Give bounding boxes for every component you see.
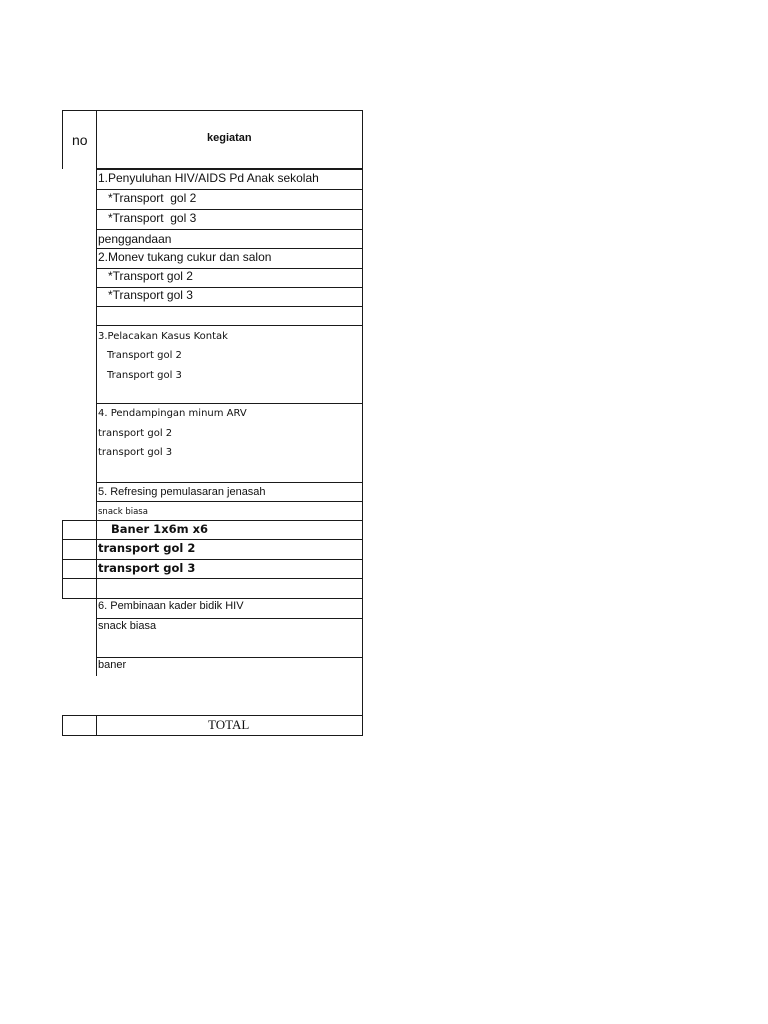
table-row: snack biasa bbox=[98, 620, 157, 632]
table-row: Transport gol 3 bbox=[107, 370, 182, 381]
table-row: transport gol 3 bbox=[98, 561, 196, 575]
table-row: *Transport gol 3 bbox=[108, 211, 197, 225]
row-divider bbox=[97, 209, 363, 210]
row-divider bbox=[97, 403, 363, 404]
row-divider bbox=[97, 482, 363, 483]
table-row: Baner 1x6m x6 bbox=[111, 522, 209, 536]
table-border-top bbox=[62, 110, 363, 111]
row-divider bbox=[97, 657, 363, 658]
row-divider bbox=[62, 520, 363, 521]
table-row: transport gol 3 bbox=[98, 447, 173, 458]
table-row: 4. Pendampingan minum ARV bbox=[98, 408, 247, 419]
table-row: 1.Penyuluhan HIV/AIDS Pd Anak sekolah bbox=[98, 171, 319, 185]
table-row: snack biasa bbox=[98, 507, 148, 517]
table-border-left bbox=[62, 110, 63, 169]
table-border-bottom bbox=[62, 735, 363, 736]
column-divider bbox=[96, 110, 97, 676]
row-divider bbox=[97, 618, 363, 619]
row-divider bbox=[97, 306, 363, 307]
row-divider bbox=[62, 715, 363, 716]
table-border-left bbox=[62, 715, 63, 736]
row-divider bbox=[62, 559, 363, 560]
header-no: no bbox=[72, 132, 88, 148]
table-row: *Transport gol 2 bbox=[108, 269, 193, 283]
table-row: baner bbox=[98, 659, 127, 671]
row-divider bbox=[97, 189, 363, 190]
table-row: penggandaan bbox=[98, 232, 172, 246]
table-border-right bbox=[362, 110, 363, 736]
row-divider bbox=[97, 248, 363, 249]
table-row: 5. Refresing pemulasaran jenasah bbox=[98, 486, 266, 498]
table-row: 6. Pembinaan kader bidik HIV bbox=[98, 600, 244, 612]
table-row: *Transport gol 3 bbox=[108, 288, 193, 302]
row-divider bbox=[97, 501, 363, 502]
row-divider bbox=[62, 598, 363, 599]
row-divider bbox=[62, 539, 363, 540]
table-row: transport gol 2 bbox=[98, 428, 173, 439]
row-divider bbox=[62, 578, 363, 579]
total-label: TOTAL bbox=[208, 717, 250, 732]
column-divider bbox=[96, 715, 97, 736]
row-divider bbox=[97, 325, 363, 326]
table-row: 2.Monev tukang cukur dan salon bbox=[98, 250, 272, 264]
header-kegiatan: kegiatan bbox=[207, 132, 252, 144]
row-divider bbox=[97, 229, 363, 230]
table-row: transport gol 2 bbox=[98, 541, 196, 555]
table-row: Transport gol 2 bbox=[107, 350, 182, 361]
table-border-left bbox=[62, 520, 63, 599]
table-row: 3.Pelacakan Kasus Kontak bbox=[98, 331, 228, 342]
table-row: *Transport gol 2 bbox=[108, 191, 197, 205]
header-divider bbox=[97, 168, 363, 170]
